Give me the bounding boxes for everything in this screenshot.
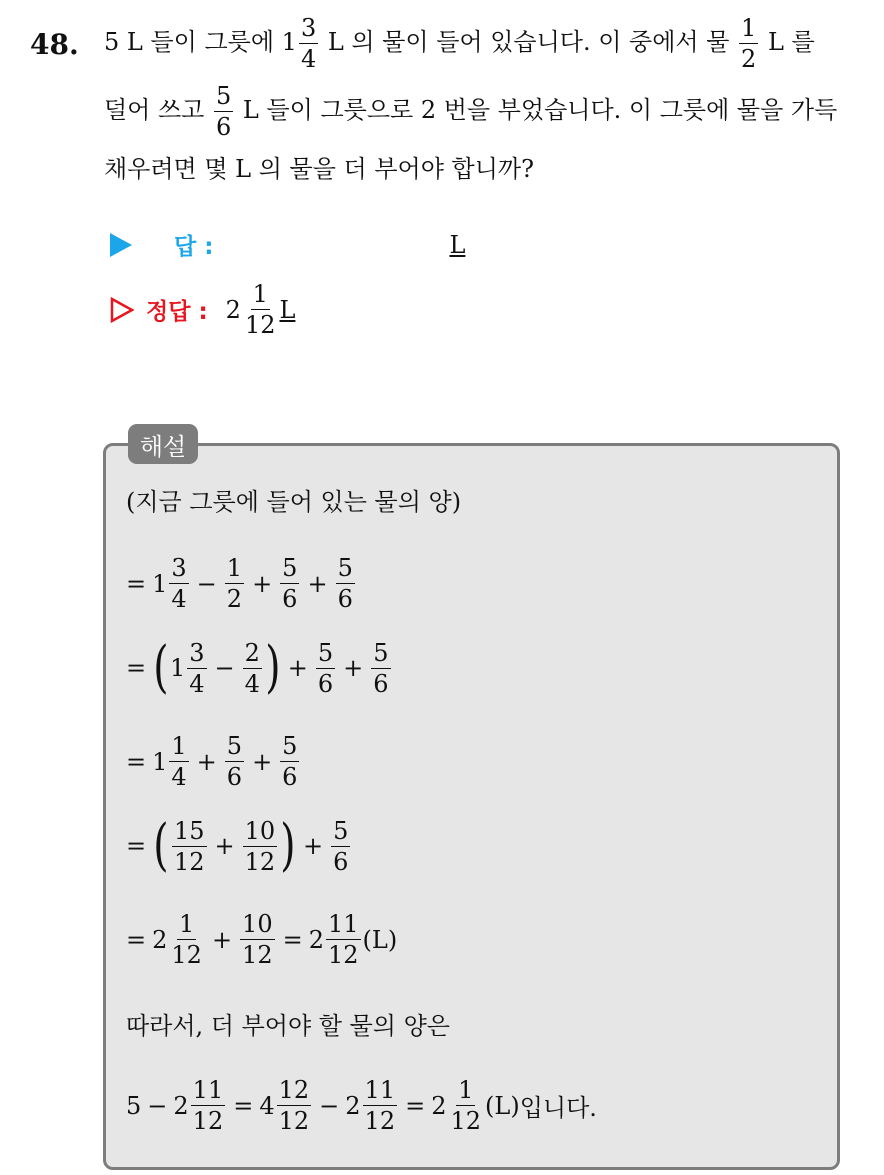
question-line-3: 채우려면 몇 L 의 물을 더 부어야 합니까? [104, 155, 534, 183]
fraction: $\frac{5}{6}$ [216, 82, 232, 141]
question-line-1: 5 L 들이 그릇에 1 $\frac{3}{4}$ L 의 물이 들어 있습니다. 이 중에서 물 $\frac{1}{2}$ L 를 [104, 14, 815, 73]
play-triangle-icon [110, 233, 132, 257]
solution-line-6: 따라서, 더 부어야 할 물의 양은 [126, 1012, 450, 1040]
correct-label: 정답 : [146, 299, 208, 325]
answer-row [110, 228, 465, 261]
solution-line-2: = ( 1 $\frac{3}{4}$ − $\frac{2}{4}$ ) + $\frac{5}{6}$ + $\frac{5}{6}$ [126, 635, 389, 700]
question-line-2: 덜어 쓰고 $\frac{5}{6}$ L 들이 그릇으로 2 번을 부었습니다. 이 그릇에 물을 가득 [104, 82, 838, 141]
fraction: $\frac{1}{2}$ [741, 14, 757, 73]
fraction: $\frac{1}{12}$ [244, 280, 276, 339]
answer-unit: L [449, 230, 466, 259]
solution-tab: 해설 [128, 424, 198, 464]
solution-line-4: = ( $\frac{15}{12}$ + $\frac{10}{12}$ ) + $\frac{5}{6}$ [126, 813, 349, 878]
solution-line-7: 5 − 2 $\frac{11}{12}$ = 4 $\frac{12}{12}$ − 2 $\frac{11}{12}$ = 2 $\frac{1}{12}$ (L) 입니다. [126, 1076, 597, 1135]
solution-line-3: = 1 $\frac{1}{4}$ + $\frac{5}{6}$ + $\frac{5}{6}$ [126, 732, 298, 791]
solution-line-1: = 1 $\frac{3}{4}$ − $\frac{1}{2}$ + $\frac{5}{6}$ + $\frac{5}{6}$ [126, 554, 353, 613]
solution-box [103, 443, 840, 1170]
answer-label: 답 : [174, 234, 214, 260]
correct-answer-row: 정답 : 2 $\frac{1}{12}$ L [110, 282, 295, 337]
solution-line-0: (지금 그릇에 들어 있는 물의 양) [126, 488, 462, 516]
question-number: 48. [30, 28, 79, 61]
solution-line-5: = 2 $\frac{1}{12}$ + $\frac{10}{12}$ = 2 $\frac{11}{12}$ (L) [126, 910, 398, 969]
fraction: $\frac{3}{4}$ [300, 14, 317, 73]
outline-triangle-icon [110, 297, 134, 323]
